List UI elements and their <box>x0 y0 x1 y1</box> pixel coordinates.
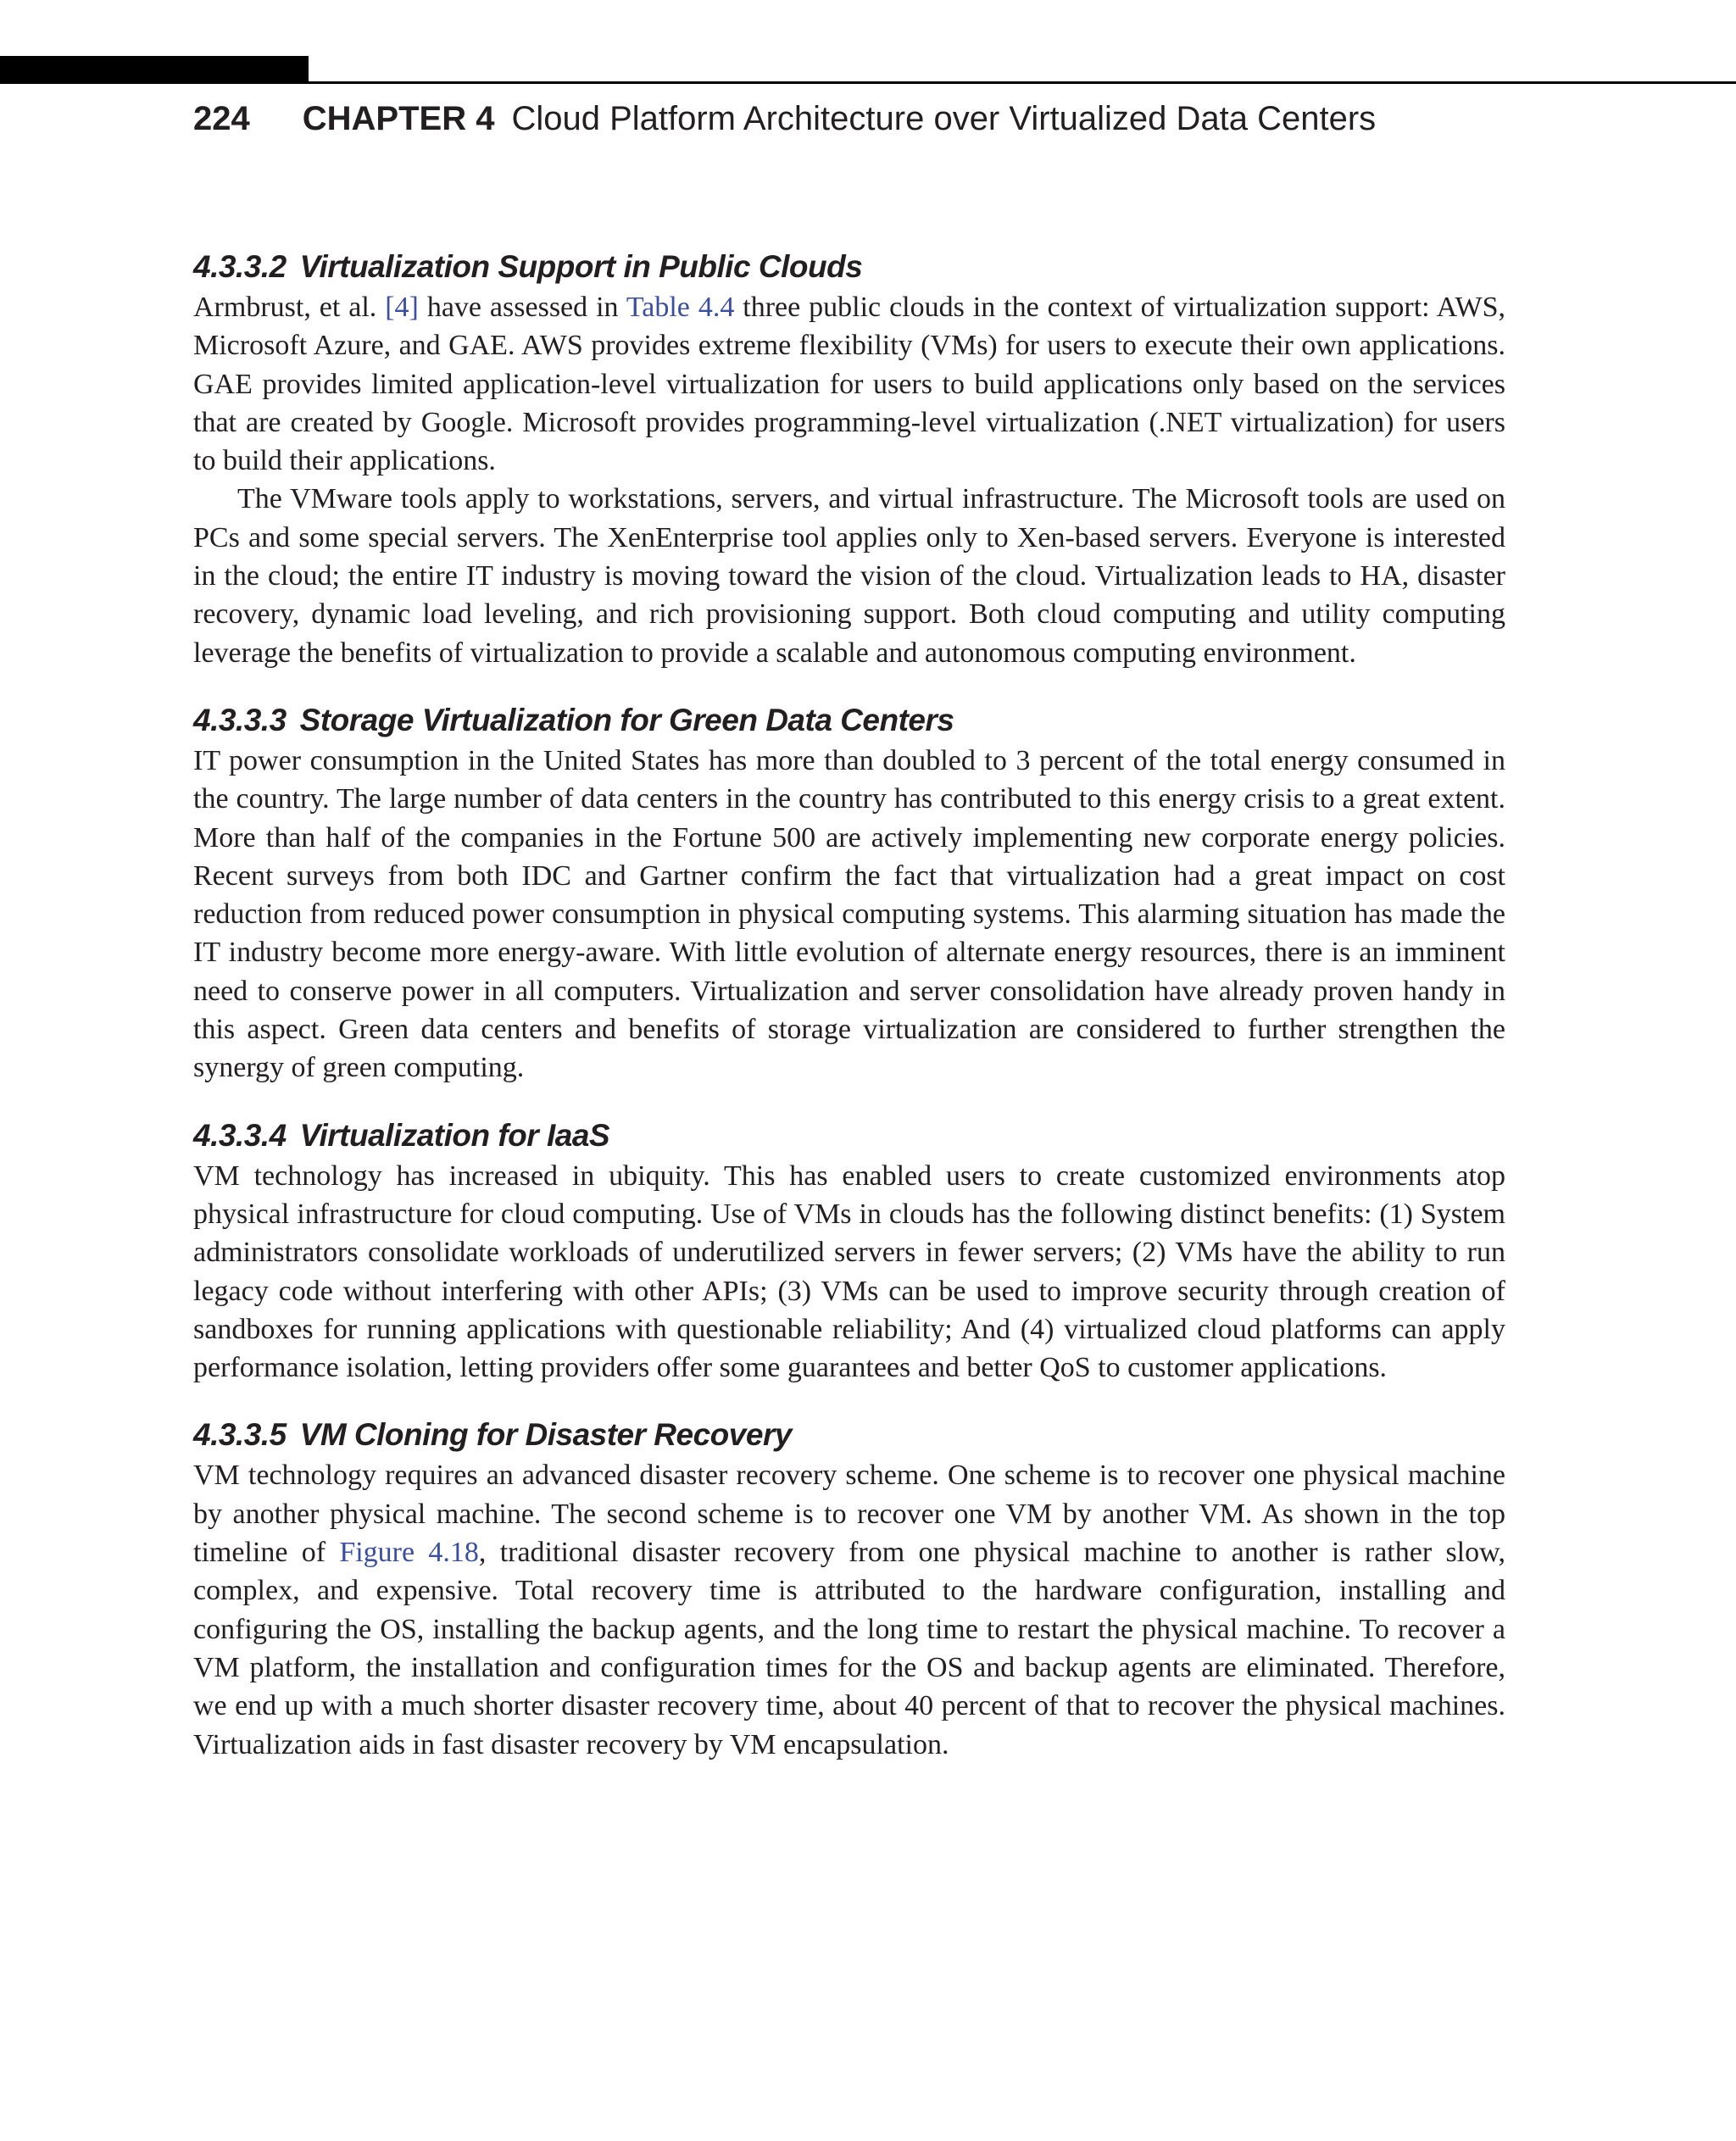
figure-link-4-18[interactable]: Figure 4.18 <box>339 1537 479 1569</box>
section-heading <box>193 1115 1505 1157</box>
text-run: three public clouds in the context of virtualization support: AWS, Microsoft Azure, and GAE. AWS provides extreme flexibility (VMs) for users to execute their own applications. GAE provides limited application-level virtualization for users to build applications only based on the services that are created by Google. Microsoft provides programming-level virtualization (.NET virtualization) for users to build their applications. <box>193 292 1505 477</box>
chapter-label: CHAPTER 4 <box>302 100 495 137</box>
section-number: 4.3.3.5 <box>193 1417 287 1453</box>
paragraph: IT power consumption in the United States has more than doubled to 3 percent of the total energy consumed in the country. The large number of data centers in the country has contributed to this energy crisis to a great extent. More than half of the companies in the Fortune 500 are actively implementing new corporate energy policies. Recent surveys from both IDC and Gartner confirm the fact that virtualization had a great impact on cost reduction from reduced power consumption in physical computing systems. This alarming situation has made the IT industry become more energy-aware. With little evolution of alternate energy resources, there is an imminent need to conserve power in all computers. Virtualization and server consolidation have already proven handy in this aspect. Green data centers and benefits of storage virtualization are considered to further strengthen the synergy of green computing. <box>193 744 1505 1084</box>
paragraph <box>193 288 1505 480</box>
section-4-3-3-4 <box>193 1115 1505 1387</box>
section-title: VM Cloning for Disaster Recovery <box>299 1417 792 1453</box>
section-heading <box>193 246 1505 288</box>
paragraph: VM technology has increased in ubiquity. This has enabled users to create customized environments atop physical infrastructure for cloud computing. Use of VMs in clouds has the following distinct benefits: (1) System administrators consolidate workloads of underutilized servers in fewer servers; (2) VMs have the ability to run legacy code without interfering with other APIs; (3) VMs can be used to improve security through creation of sandboxes for running applications with questionable reliability; And (4) virtualized cloud platforms can apply performance isolation, letting providers offer some guarantees and better QoS to customer applications. <box>193 1159 1505 1384</box>
section-4-3-3-2 <box>193 246 1505 672</box>
section-heading <box>193 699 1505 742</box>
section-number: 4.3.3.2 <box>193 249 287 284</box>
text-run: have assessed in <box>418 292 626 323</box>
page-body <box>193 246 1505 1791</box>
chapter-title: Cloud Platform Architecture over Virtualized Data Centers <box>511 100 1377 137</box>
section-title: Storage Virtualization for Green Data Centers <box>299 702 954 737</box>
header-rule <box>0 81 1736 84</box>
text-run: Armbrust, et al. <box>193 292 386 323</box>
text-run: VM technology requires an advanced disaster recovery scheme. One scheme is to recover one physical machine by another physical machine. The second scheme is to recover one VM by another VM. As shown in the top timeline of <box>193 1460 1505 1569</box>
running-header <box>193 95 1376 142</box>
section-title: Virtualization Support in Public Clouds <box>299 249 863 284</box>
text-run: , traditional disaster recovery from one physical machine to another is rather slow, complex, and expensive. Total recovery time is attributed to the hardware configuration, installing and configuring the OS, installing the backup agents, and the long time to restart the physical machine. To recover a VM platform, the installation and configuration times for the OS and backup agents are eliminated. Therefore, we end up with a much shorter disaster recovery time, about 40 percent of that to recover the physical machines. Virtualization aids in fast disaster recovery by VM encapsulation. <box>193 1537 1505 1760</box>
paragraph <box>193 1456 1505 1763</box>
reference-link-4[interactable]: [4] <box>385 292 419 323</box>
section-4-3-3-5 <box>193 1414 1505 1763</box>
page-number: 224 <box>193 100 250 137</box>
section-heading <box>193 1414 1505 1456</box>
table-link-4-4[interactable]: Table 4.4 <box>626 292 735 323</box>
section-number: 4.3.3.4 <box>193 1117 287 1153</box>
paragraph: The VMware tools apply to workstations, servers, and virtual infrastructure. The Microsoft tools are used on PCs and some special servers. The XenEnterprise tool applies only to Xen-based servers. Everyone is interested in the cloud; the entire IT industry is moving toward the vision of the cloud. Virtualization leads to HA, disaster recovery, dynamic load leveling, and rich provisioning support. Both cloud computing and utility computing leverage the benefits of virtualization to provide a scalable and autonomous computing environment. <box>193 483 1505 669</box>
section-number: 4.3.3.3 <box>193 702 287 737</box>
section-title: Virtualization for IaaS <box>299 1117 610 1153</box>
header-black-bar <box>0 56 309 83</box>
section-4-3-3-3 <box>193 699 1505 1087</box>
